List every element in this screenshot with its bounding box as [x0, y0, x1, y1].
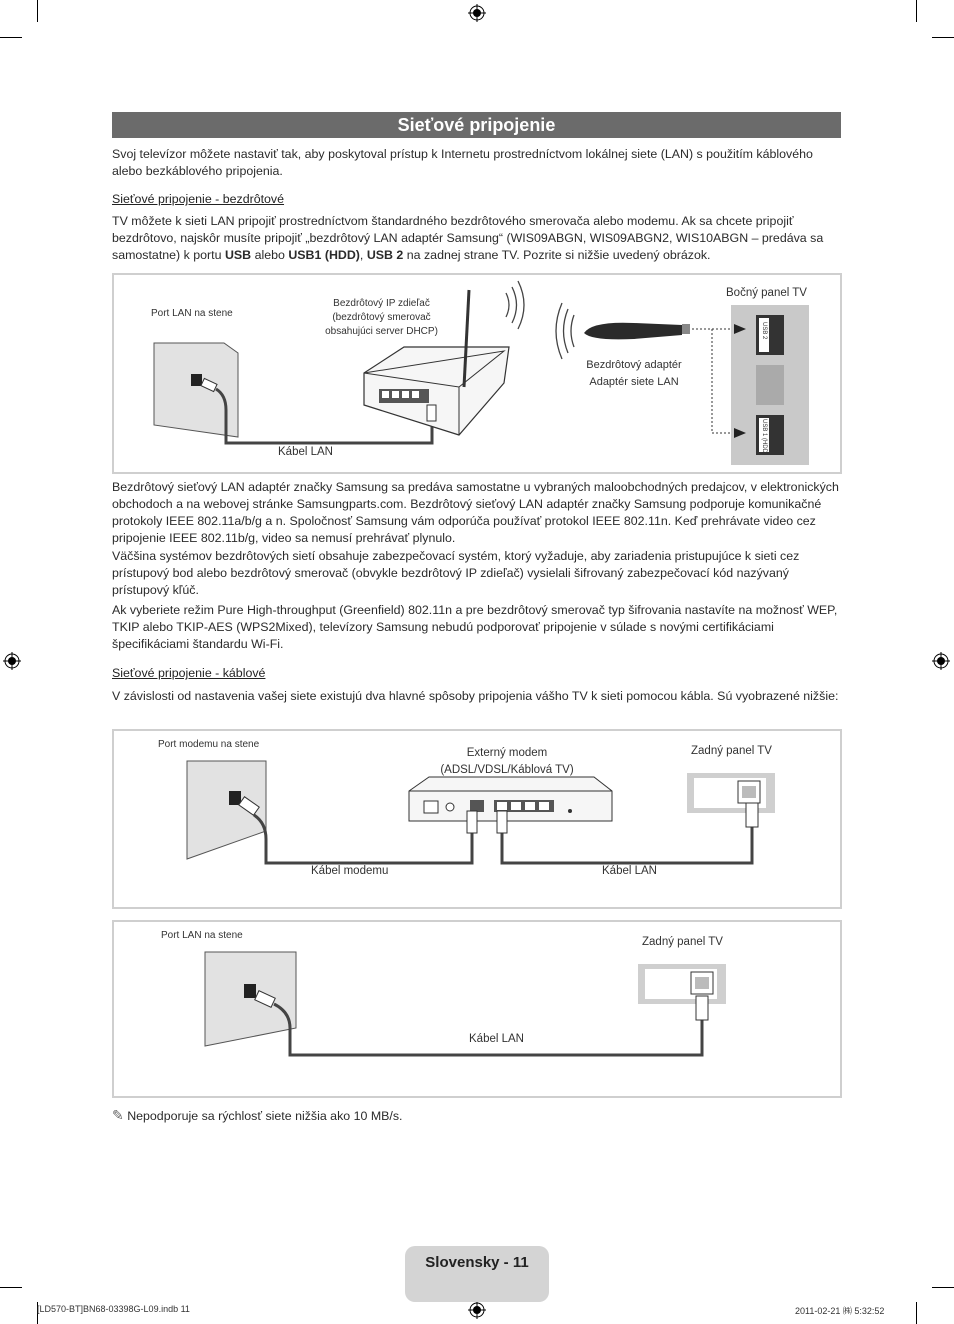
- tv-lan-plug: [746, 803, 758, 827]
- security-paragraph: Väčšina systémov bezdrôtových sietí obsahuje zabezpečovací systém, ktorý vyžaduje, aby zariadenia pristupujúce k sieti cez prístupový bod alebo bezdrôtový smerovač (obvykle bezdrôtový IP zdieľač) vysielali šifrovaný zabezpečovací kód nazývaný prístupový kľúč.: [112, 549, 800, 597]
- crop-mark: [932, 1287, 954, 1288]
- registration-mark-icon: [932, 652, 950, 670]
- separator-text: ,: [359, 248, 367, 262]
- router-label-line3: obsahujúci server DHCP): [325, 326, 438, 337]
- registration-mark-icon: [468, 4, 486, 22]
- usb-port-label: USB: [224, 248, 252, 262]
- lan-cable-label: Kábel LAN: [278, 446, 333, 458]
- note: [112, 1107, 403, 1124]
- crop-mark: [0, 37, 22, 38]
- wireless-paragraph: [112, 213, 842, 264]
- crop-mark: [0, 1287, 22, 1288]
- crop-mark: [932, 37, 954, 38]
- rear-panel-label: Zadný panel TV: [691, 745, 772, 757]
- modem-cable: [254, 815, 472, 863]
- lan-cable: [502, 827, 752, 863]
- greenfield-paragraph: Ak vyberiete režim Pure High-throughput (Greenfield) 802.11n a pre bezdrôtový smerovač typ šifrovania nastavíte na možnosť WEP, TKIP alebo TKIP-AES (WPS2Mixed), televízory Samsung nebudú podporovať pripojenie v súlade s novými certifikáciami špecifikáciami štandardu Wi-Fi.: [112, 603, 838, 651]
- wireless-text-a: TV môžete k sieti LAN pripojiť prostredníctvom štandardného bezdrôtového smerovača alebo modemu. Ak sa chcete pripojiť bezdrôtovo, najskôr musíte pripojiť „bezdrôtový LAN adaptér Samsung“ (WIS09ABGN, WIS09ABGN2, WIS10ABGN – predáva sa samostatne) k portu: [112, 214, 824, 262]
- modem-plug-b: [497, 811, 507, 833]
- usb2-port-label: USB 2: [366, 248, 404, 262]
- wall-port-label: Port modemu na stene: [158, 739, 260, 750]
- wireless-heading: Sieťové pripojenie - bezdrôtové: [112, 192, 285, 206]
- modem-plug-a: [467, 811, 477, 833]
- adapter-label-line2: Adaptér siete LAN: [589, 376, 679, 388]
- side-panel-label: Bočný panel TV: [726, 287, 807, 299]
- router-label-line1: Bezdrôtový IP zdieľač: [333, 298, 430, 309]
- usb-connection-line: [692, 329, 732, 433]
- modem-cable-label: Kábel modemu: [311, 865, 389, 877]
- usb1-port-tag: USB 1 (HDD): [761, 419, 767, 456]
- connector-text: alebo: [251, 248, 289, 262]
- wired-heading: Sieťové pripojenie - káblové: [112, 666, 266, 680]
- adapter-paragraph: Bezdrôtový sieťový LAN adaptér značky Samsung sa predáva samostatne u vybraných maloobchodných predajcov, v elektronických obchodoch a na webovej stránke Samsungparts.com. Bezdrôtový sieťový LAN adaptér značky Samsung podporuje komunikačné protokoly IEEE 802.11a/b/g a n. Spoločnosť Samsung vám odporúča používať protokol IEEE 802.11n. Keď prehrávate video cez pripojenie IEEE 802.11b/g, video sa nemusí prehrávať plynulo.: [112, 480, 839, 545]
- router-label-line2: (bezdrôtový smerovač: [332, 312, 431, 323]
- modem-label-line2: (ADSL/VDSL/Káblová TV): [440, 764, 574, 776]
- crop-mark: [916, 1302, 917, 1324]
- crop-mark: [37, 0, 38, 22]
- adapter-waves-icon: [556, 303, 574, 359]
- wireless-diagram: [112, 273, 842, 474]
- external-modem: [409, 777, 612, 821]
- usb1-port-label: USB1 (HDD): [288, 248, 360, 262]
- wall-socket: [229, 791, 241, 805]
- lan-cable-label: Kábel LAN: [469, 1033, 524, 1045]
- print-file-info: [LD570-BT]BN68-03398G-L09.indb 11: [37, 1304, 190, 1314]
- page-number-tab: Slovensky - 11: [405, 1246, 549, 1302]
- lan-cable-label: Kábel LAN: [602, 865, 657, 877]
- crop-mark: [916, 0, 917, 22]
- direct-lan-diagram: [112, 920, 842, 1098]
- intro-paragraph: Svoj televízor môžete nastaviť tak, aby poskytoval prístup k Internetu prostredníctvom lokálnej siete (LAN) s použitím káblového alebo bezkáblového pripojenia.: [112, 147, 813, 178]
- modem-illustration: [114, 731, 840, 907]
- router-lan-plug: [427, 405, 436, 421]
- tv-lan-plug: [696, 996, 708, 1020]
- pencil-note-icon: ✎: [112, 1107, 124, 1123]
- wall-plate: [205, 952, 296, 1046]
- rear-panel-label: Zadný panel TV: [642, 936, 723, 948]
- wired-intro-paragraph: V závislosti od nastavenia vašej siete existujú dva hlavné spôsoby pripojenia vášho TV k sieti pomocou kábla. Sú vyobrazené nižšie:: [112, 689, 839, 703]
- wireless-adapter: [584, 323, 682, 340]
- registration-mark-icon: [468, 1301, 486, 1319]
- wireless-waves-icon: [506, 281, 524, 329]
- wall-port-label: Port LAN na stene: [161, 930, 243, 941]
- page-title: Sieťové pripojenie: [112, 112, 841, 138]
- print-date-info: 2011-02-21 ㈱ 5:32:52: [795, 1306, 885, 1316]
- usb2-port-tag: USB 2: [761, 322, 767, 340]
- wall-socket: [191, 374, 202, 386]
- modem-label-line1: Externý modem: [466, 747, 548, 759]
- direct-illustration: [114, 922, 840, 1096]
- adapter-label-line1: Bezdrôtový adaptér: [586, 359, 682, 371]
- lan-cable: [274, 1004, 702, 1055]
- wall-port-label: Port LAN na stene: [151, 308, 233, 319]
- registration-mark-icon: [3, 652, 21, 670]
- note-text: Nepodporuje sa rýchlosť siete nižšia ako 10 MB/s.: [127, 1109, 403, 1123]
- wall-socket: [244, 984, 256, 998]
- modem-diagram: [112, 729, 842, 909]
- wireless-text-b: na zadnej strane TV. Pozrite si nižšie uvedený obrázok.: [403, 248, 711, 262]
- wireless-illustration: [114, 275, 840, 472]
